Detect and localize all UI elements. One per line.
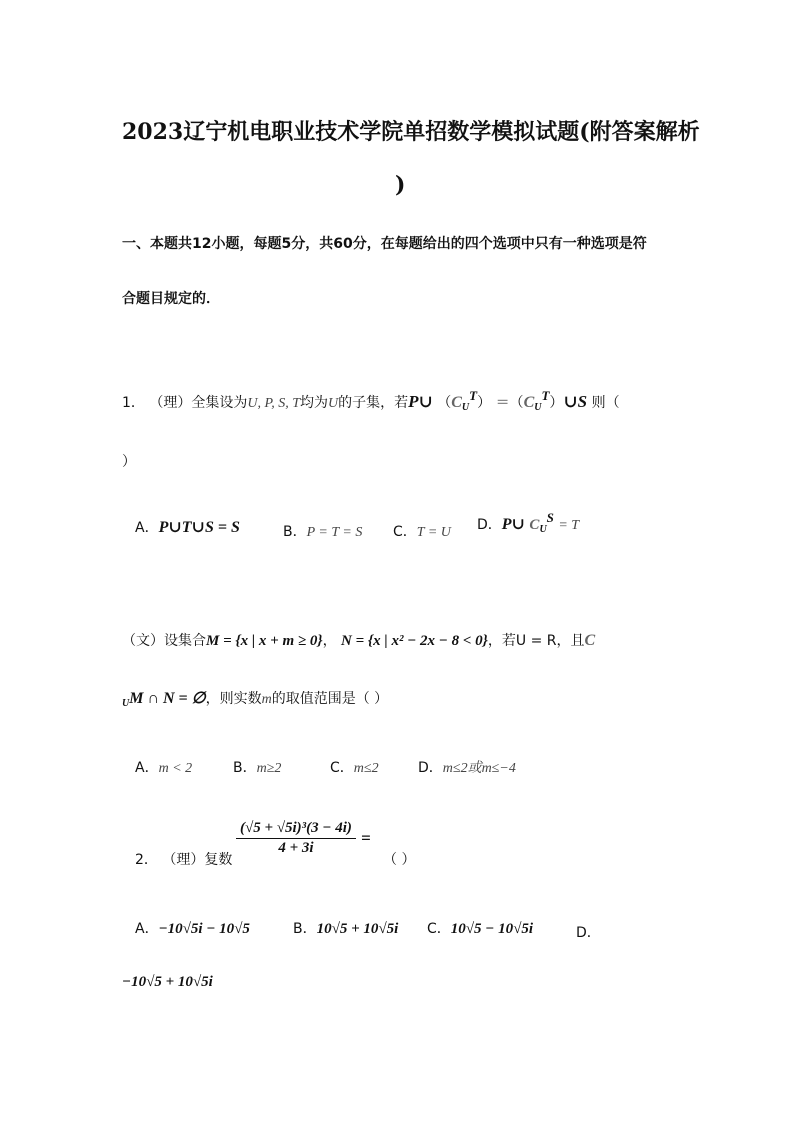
complement-superscript: T: [541, 388, 550, 403]
complement-subscript: U: [534, 402, 542, 413]
variable-m: m: [261, 692, 272, 707]
q2-option-c: [427, 918, 533, 938]
option-label: C．: [393, 524, 417, 540]
fraction-numerator: (√5 + √5i)³(3 − 4i): [236, 820, 356, 839]
option-expression: −10√5 + 10√5i: [122, 974, 213, 990]
answer-paren: （ ）: [383, 852, 416, 868]
question-1w-stem: [122, 630, 595, 650]
question-2-label: [135, 849, 232, 869]
set-variables: U, P, S, T: [247, 396, 301, 411]
option-expression: T = U: [416, 525, 451, 540]
option-label: C．: [427, 921, 451, 937]
question-1-stem: [122, 388, 620, 413]
document-title-line1: 2023辽宁机电职业技术学院单招数学模拟试题(附答案解析: [122, 119, 700, 145]
complement-symbol: C: [523, 394, 535, 411]
universal-set: U: [328, 396, 339, 411]
option-label: B．: [293, 921, 317, 937]
option-label: C．: [330, 760, 354, 776]
q2-option-d: [122, 971, 213, 991]
section-heading-line2: 合题目规定的．: [122, 291, 220, 307]
option-label: D．: [477, 517, 502, 533]
paren: （: [437, 395, 452, 411]
option-expression: P∪T∪S = S: [158, 519, 240, 536]
option-expression: P∪: [501, 516, 525, 533]
q1-option-b: [283, 521, 362, 541]
option-expression: m≥2: [256, 761, 282, 776]
option-label: A．: [135, 921, 159, 937]
q2-option-a: [135, 918, 250, 938]
option-expression: m < 2: [158, 761, 193, 776]
option-expression: m≤2: [353, 761, 379, 776]
question-type: （理）全集设为: [149, 395, 248, 411]
option-expression: P = T = S: [306, 525, 363, 540]
section-heading-line1: 一、本题共12小题，每题5分，共60分，在每题给出的四个选项中只有一种选项是符: [122, 236, 647, 252]
option-expression: 10√5 + 10√5i: [316, 921, 399, 937]
question-text: ，: [322, 633, 337, 649]
question-number: 2．: [135, 852, 158, 868]
q1w-option-d: [418, 757, 516, 777]
option-label: A．: [135, 520, 159, 536]
complement-symbol: C: [584, 632, 596, 649]
option-expression: −10√5i − 10√5: [158, 921, 250, 937]
question-type: （文）设集合: [122, 633, 206, 649]
question-number: 1．: [122, 395, 145, 411]
question-1-stem-end: ）: [122, 454, 136, 470]
question-1w-stem-line2: [122, 688, 388, 708]
complex-fraction: [236, 820, 371, 857]
q1-option-d: [477, 510, 580, 535]
complement-subscript: U: [122, 698, 130, 709]
question-text: 的子集，若: [338, 395, 409, 411]
complement-superscript: S: [546, 510, 554, 525]
set-n-expression: N = {x | x² − 2x − 8 < 0}: [341, 633, 488, 649]
paren: ）: [549, 395, 564, 411]
option-label: B．: [283, 524, 307, 540]
document-title-line2: ): [395, 172, 406, 198]
question-text: ，则实数: [205, 691, 262, 707]
complement-superscript: T: [469, 388, 478, 403]
math-expression: ∪S: [563, 392, 588, 411]
q1w-option-a: [135, 757, 192, 777]
question-text: 的取值范围是（ ）: [271, 691, 389, 707]
option-expression: 10√5 − 10√5i: [450, 921, 534, 937]
q2-option-d-label: D．: [576, 925, 601, 941]
math-expression: P∪: [408, 392, 433, 411]
equals-sign: ＝（: [495, 395, 524, 411]
q2-option-b: [293, 918, 398, 938]
equals-sign: =: [361, 828, 371, 848]
question-text: 均为: [300, 395, 329, 411]
q1-option-a: [135, 517, 240, 537]
q1w-option-b: [233, 757, 281, 777]
complement-subscript: U: [461, 402, 470, 413]
complement-symbol: C: [529, 517, 540, 533]
set-m-expression: M = {x | x + m ≥ 0}: [206, 633, 323, 649]
question-type: （理）复数: [162, 852, 233, 868]
question-text: 则（: [591, 395, 620, 411]
q1w-option-c: [330, 757, 379, 777]
option-label: A．: [135, 760, 159, 776]
option-expression: m≤2或m≤−4: [442, 761, 516, 776]
intersection-expression: M ∩ N = ∅: [129, 690, 206, 707]
option-label: D．: [418, 760, 443, 776]
paren: ）: [477, 395, 492, 411]
complement-subscript: U: [539, 524, 547, 535]
question-text: U = R，且: [515, 633, 585, 649]
complement-symbol: C: [451, 394, 462, 411]
option-expression: = T: [558, 518, 580, 533]
question-text: ，若: [487, 633, 516, 649]
option-label: B．: [233, 760, 257, 776]
q1-option-c: [393, 521, 451, 541]
fraction-denominator: 4 + 3i: [278, 840, 314, 856]
